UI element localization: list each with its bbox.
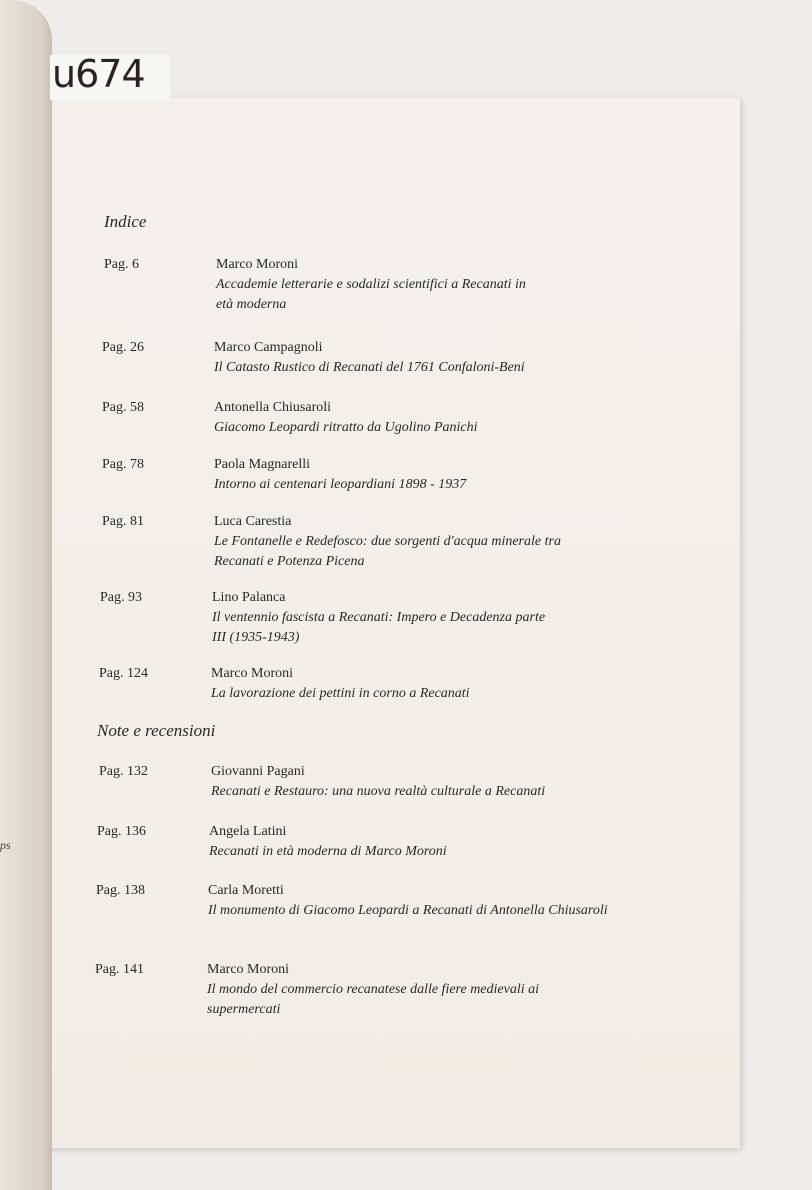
section-heading-indice: Indice bbox=[104, 212, 147, 231]
entry-author: Angela Latini bbox=[209, 824, 287, 839]
entry-title: Recanati e Restauro: una nuova realtà culturale a Recanati bbox=[211, 784, 546, 799]
entry-title: Giacomo Leopardi ritratto da Ugolino Panichi bbox=[214, 420, 478, 435]
entry-author: Marco Moroni bbox=[207, 962, 290, 977]
entry-title: Il mondo del commercio recanatese dalle fiere medievali ai supermercati bbox=[207, 982, 540, 1017]
page-number: Pag. 136 bbox=[97, 824, 146, 839]
entry-title: Il Catasto Rustico di Recanati del 1761 Confaloni-Beni bbox=[214, 360, 525, 375]
entry-title: Le Fontanelle e Redefosco: due sorgenti d'acqua minerale tra Recanati e Potenza Picena bbox=[214, 534, 561, 569]
page-number: Pag. 81 bbox=[102, 514, 144, 529]
entry-title: Intorno ai centenari leopardiani 1898 - 1937 bbox=[214, 477, 467, 492]
entry-author: Marco Moroni bbox=[211, 666, 294, 681]
section-heading-note-recensioni: Note e recensioni bbox=[97, 721, 216, 740]
handwritten-inventory-number: u674 bbox=[52, 52, 145, 96]
page-number: Pag. 132 bbox=[99, 764, 148, 779]
entry-author: Paola Magnarelli bbox=[214, 457, 311, 472]
page-number: Pag. 78 bbox=[102, 457, 144, 472]
entry-author: Marco Moroni bbox=[216, 257, 299, 272]
entry-title: La lavorazione dei pettini in corno a Recanati bbox=[211, 686, 470, 701]
entry-author: Lino Palanca bbox=[212, 590, 286, 605]
page-number: Pag. 58 bbox=[102, 400, 144, 415]
entry-author: Marco Campagnoli bbox=[214, 340, 323, 355]
left-page-text-fragment: ps bbox=[0, 838, 11, 852]
entry-author: Antonella Chiusaroli bbox=[214, 400, 332, 415]
entry-author: Luca Carestia bbox=[214, 514, 292, 529]
entry-title: Il monumento di Giacomo Leopardi a Recanati di Antonella Chiusaroli bbox=[208, 903, 608, 918]
page-number: Pag. 26 bbox=[102, 340, 144, 355]
page-number: Pag. 124 bbox=[99, 666, 148, 681]
entry-title: Recanati in età moderna di Marco Moroni bbox=[209, 844, 447, 859]
left-page-edge bbox=[0, 0, 52, 1190]
entry-title: Il ventennio fascista a Recanati: Impero e Decadenza parte III (1935-1943) bbox=[212, 610, 546, 645]
entry-author: Carla Moretti bbox=[208, 883, 284, 898]
entry-author: Giovanni Pagani bbox=[211, 764, 305, 779]
page-number: Pag. 141 bbox=[95, 962, 144, 977]
page-number: Pag. 93 bbox=[100, 590, 142, 605]
page-number: Pag. 138 bbox=[96, 883, 145, 898]
page-number: Pag. 6 bbox=[104, 257, 139, 272]
entry-title: Accademie letterarie e sodalizi scientifici a Recanati in età moderna bbox=[216, 277, 526, 312]
